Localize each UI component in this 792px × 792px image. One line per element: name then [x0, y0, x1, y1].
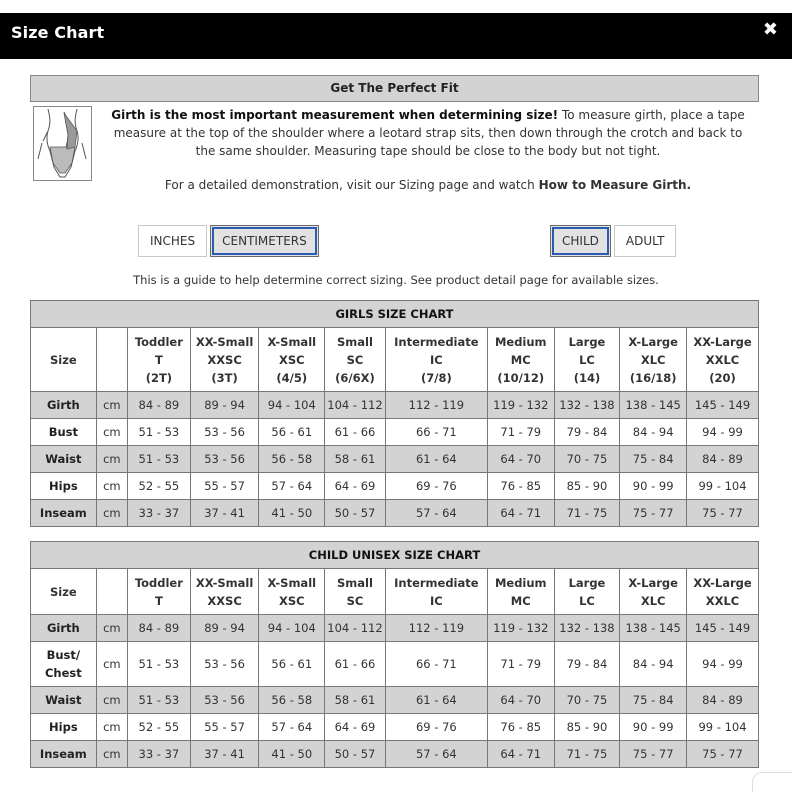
size-column-header	[259, 328, 325, 392]
table-cell: 132 - 138	[554, 392, 620, 419]
close-icon[interactable]: ✖	[762, 19, 778, 40]
fit-bold-lead: Girth is the most important measurement when determining size!	[111, 108, 559, 122]
table-cell: 145 - 149	[687, 615, 759, 642]
table-cell: 56 - 58	[259, 446, 325, 473]
table-cell: 41 - 50	[259, 741, 325, 768]
size-header-line: (7/8)	[420, 370, 452, 385]
table-cell: 58 - 61	[325, 687, 386, 714]
table-cell: 84 - 89	[128, 392, 191, 419]
unit-header	[96, 328, 127, 392]
unit-cell: cm	[96, 687, 127, 714]
size-column-header	[687, 569, 759, 615]
table-cell: 53 - 56	[190, 642, 259, 687]
table-cell: 57 - 64	[259, 714, 325, 741]
table-cell: 89 - 94	[190, 392, 259, 419]
row-label-line: Girth	[46, 398, 80, 412]
row-label-line: Waist	[45, 452, 82, 466]
unit-header	[96, 569, 127, 615]
table-row	[31, 714, 759, 741]
table-cell: 119 - 132	[487, 392, 554, 419]
table-cell: 66 - 71	[385, 642, 487, 687]
size-column-header	[554, 328, 620, 392]
table-cell: 71 - 79	[487, 642, 554, 687]
table-cell: 104 - 112	[325, 615, 386, 642]
table-row	[31, 500, 759, 527]
size-header-line: LC	[579, 593, 595, 608]
size-column-header	[325, 328, 386, 392]
row-label	[31, 714, 97, 741]
fit-body: To measure girth, place a tape measure at the top of the shoulder where a leotard strap sits, then down through the crotch and back to the same shoulder. Measuring tape should be close to the body but not tight.	[113, 108, 745, 158]
table-cell: 104 - 112	[325, 392, 386, 419]
size-header-line: Small	[337, 334, 373, 349]
unit-cell: cm	[96, 615, 127, 642]
girls-size-chart	[30, 300, 759, 527]
table-cell: 50 - 57	[325, 500, 386, 527]
table-cell: 112 - 119	[385, 615, 487, 642]
fit-section	[30, 75, 759, 192]
row-label-line: Chest	[44, 666, 82, 680]
table-row	[31, 473, 759, 500]
row-label	[31, 687, 97, 714]
unit-cell: cm	[96, 446, 127, 473]
modal-title: Size Chart	[11, 23, 105, 42]
table-cell: 112 - 119	[385, 392, 487, 419]
corner-widget	[752, 772, 792, 792]
size-header-line: Toddler	[134, 575, 183, 590]
size-header-line: Large	[568, 575, 606, 590]
size-header-line: XSC	[278, 593, 305, 608]
size-header-line: XXSC	[207, 352, 242, 367]
size-header-line: Large	[568, 334, 606, 349]
row-label	[31, 392, 97, 419]
table-cell: 70 - 75	[554, 446, 620, 473]
size-column-header	[487, 328, 554, 392]
table-row	[31, 642, 759, 687]
table-cell: 69 - 76	[385, 714, 487, 741]
size-column-header	[620, 569, 687, 615]
table-cell: 79 - 84	[554, 642, 620, 687]
table-cell: 99 - 104	[687, 714, 759, 741]
size-header-line: XXLC	[705, 593, 740, 608]
table-cell: 75 - 77	[620, 500, 687, 527]
table-cell: 51 - 53	[128, 419, 191, 446]
table-cell: 71 - 75	[554, 741, 620, 768]
size-header-line: Intermediate	[394, 334, 479, 349]
table-cell: 84 - 94	[620, 419, 687, 446]
table-row	[31, 687, 759, 714]
table-caption: CHILD UNISEX SIZE CHART	[31, 542, 759, 569]
size-header-line: (14)	[573, 370, 601, 385]
size-column-header	[190, 569, 259, 615]
row-label-line: Hips	[49, 720, 78, 734]
size-column-header	[190, 328, 259, 392]
table-caption: GIRLS SIZE CHART	[31, 301, 759, 328]
size-header-line: T	[154, 352, 163, 367]
table-cell: 61 - 66	[325, 419, 386, 446]
row-label-line: Girth	[46, 621, 80, 635]
table-cell: 75 - 77	[687, 741, 759, 768]
size-header-line: XX-Small	[195, 575, 254, 590]
table-cell: 66 - 71	[385, 419, 487, 446]
table-cell: 84 - 89	[128, 615, 191, 642]
adult-button[interactable]: ADULT	[614, 225, 677, 257]
fit-demo-text	[104, 178, 752, 192]
table-cell: 75 - 77	[620, 741, 687, 768]
leotard-figure-image	[33, 106, 92, 181]
size-header-line: MC	[510, 352, 531, 367]
unit-toggle-group	[138, 225, 319, 257]
table-cell: 94 - 104	[259, 392, 325, 419]
size-header-line: Intermediate	[394, 575, 479, 590]
size-header-line: XX-Large	[693, 575, 752, 590]
table-cell: 64 - 69	[325, 714, 386, 741]
table-row	[31, 741, 759, 768]
table-row	[31, 392, 759, 419]
size-column-header	[128, 328, 191, 392]
table-cell: 64 - 69	[325, 473, 386, 500]
size-column-header	[128, 569, 191, 615]
size-header-line: (6/6X)	[335, 370, 375, 385]
top-strip	[0, 0, 792, 13]
table-row	[31, 419, 759, 446]
table-cell: 61 - 64	[385, 446, 487, 473]
row-label-line: Bust	[48, 425, 78, 439]
table-cell: 85 - 90	[554, 714, 620, 741]
table-cell: 94 - 99	[687, 419, 759, 446]
table-cell: 50 - 57	[325, 741, 386, 768]
size-header-line: X-Small	[267, 575, 317, 590]
size-header-line: MC	[510, 593, 531, 608]
table-cell: 61 - 66	[325, 642, 386, 687]
unit-cell: cm	[96, 714, 127, 741]
table-cell: 84 - 89	[687, 687, 759, 714]
audience-toggle-group	[550, 225, 676, 257]
table-cell: 55 - 57	[190, 714, 259, 741]
table-cell: 56 - 61	[259, 642, 325, 687]
table-cell: 145 - 149	[687, 392, 759, 419]
modal-body	[0, 59, 792, 792]
table-cell: 138 - 145	[620, 615, 687, 642]
guide-text: This is a guide to help determine correct sizing. See product detail page for available sizes.	[133, 273, 659, 287]
size-header-line: (20)	[709, 370, 736, 385]
size-column-header	[487, 569, 554, 615]
table-cell: 51 - 53	[128, 687, 191, 714]
unit-cell: cm	[96, 741, 127, 768]
table-cell: 55 - 57	[190, 473, 259, 500]
table-cell: 84 - 89	[687, 446, 759, 473]
table-cell: 57 - 64	[259, 473, 325, 500]
size-header-line: (2T)	[145, 370, 173, 385]
size-header-line: XX-Large	[693, 334, 752, 349]
modal-header	[0, 13, 792, 59]
table-cell: 85 - 90	[554, 473, 620, 500]
table-cell: 79 - 84	[554, 419, 620, 446]
size-column-header	[687, 328, 759, 392]
table-cell: 75 - 84	[620, 446, 687, 473]
table-cell: 51 - 53	[128, 642, 191, 687]
row-label-line: Bust/	[46, 648, 81, 662]
size-header-line: Toddler	[134, 334, 183, 349]
table-cell: 33 - 37	[128, 500, 191, 527]
size-header-line: XXLC	[705, 352, 740, 367]
size-column-header	[325, 569, 386, 615]
row-label	[31, 419, 97, 446]
row-label	[31, 500, 97, 527]
table-cell: 99 - 104	[687, 473, 759, 500]
table-row	[31, 446, 759, 473]
size-header-line: XSC	[278, 352, 305, 367]
row-label	[31, 615, 97, 642]
size-header-line: XX-Small	[195, 334, 254, 349]
table-cell: 64 - 71	[487, 741, 554, 768]
size-header-line: Medium	[494, 334, 547, 349]
size-header-line: LC	[579, 352, 595, 367]
table-row	[31, 615, 759, 642]
size-header-line: Medium	[494, 575, 547, 590]
table-cell: 89 - 94	[190, 615, 259, 642]
table-cell: 53 - 56	[190, 419, 259, 446]
unit-cell: cm	[96, 419, 127, 446]
size-column-header	[385, 569, 487, 615]
table-cell: 71 - 75	[554, 500, 620, 527]
size-header-line: T	[154, 593, 163, 608]
table-cell: 75 - 84	[620, 687, 687, 714]
inches-button[interactable]: INCHES	[138, 225, 207, 257]
table-cell: 132 - 138	[554, 615, 620, 642]
unit-cell: cm	[96, 392, 127, 419]
size-column-header	[620, 328, 687, 392]
table-cell: 52 - 55	[128, 473, 191, 500]
table-cell: 58 - 61	[325, 446, 386, 473]
child-button[interactable]: CHILD	[550, 225, 611, 257]
table-cell: 52 - 55	[128, 714, 191, 741]
row-label-line: Waist	[45, 693, 82, 707]
child-unisex-size-chart	[30, 541, 759, 768]
table-cell: 70 - 75	[554, 687, 620, 714]
size-header-line: X-Large	[628, 575, 678, 590]
table-cell: 41 - 50	[259, 500, 325, 527]
table-cell: 64 - 71	[487, 500, 554, 527]
size-header: Size	[31, 328, 97, 392]
size-header-line: (3T)	[211, 370, 238, 385]
table-cell: 33 - 37	[128, 741, 191, 768]
size-header-line: XXSC	[207, 593, 242, 608]
table-cell: 56 - 61	[259, 419, 325, 446]
table-cell: 90 - 99	[620, 714, 687, 741]
size-header-line: SC	[346, 593, 364, 608]
row-label-line: Inseam	[39, 506, 87, 520]
size-header-line: X-Small	[267, 334, 317, 349]
table-cell: 119 - 132	[487, 615, 554, 642]
table-cell: 94 - 99	[687, 642, 759, 687]
table-cell: 84 - 94	[620, 642, 687, 687]
table-cell: 56 - 58	[259, 687, 325, 714]
table-cell: 57 - 64	[385, 500, 487, 527]
table-cell: 64 - 70	[487, 446, 554, 473]
table-cell: 51 - 53	[128, 446, 191, 473]
table-cell: 90 - 99	[620, 473, 687, 500]
size-header-line: (4/5)	[276, 370, 308, 385]
size-header-line: IC	[429, 593, 443, 608]
size-column-header	[385, 328, 487, 392]
size-header-line: SC	[346, 352, 364, 367]
row-label	[31, 446, 97, 473]
table-cell: 61 - 64	[385, 687, 487, 714]
size-header-line: Small	[337, 575, 373, 590]
size-header-line: XLC	[640, 352, 666, 367]
centimeters-button[interactable]: CENTIMETERS	[210, 225, 319, 257]
size-column-header	[554, 569, 620, 615]
size-header-line: (10/12)	[497, 370, 545, 385]
row-label	[31, 741, 97, 768]
table-cell: 76 - 85	[487, 473, 554, 500]
table-cell: 53 - 56	[190, 687, 259, 714]
size-header-line: X-Large	[628, 334, 678, 349]
table-cell: 94 - 104	[259, 615, 325, 642]
unit-cell: cm	[96, 500, 127, 527]
row-label	[31, 473, 97, 500]
table-cell: 71 - 79	[487, 419, 554, 446]
table-cell: 76 - 85	[487, 714, 554, 741]
table-cell: 53 - 56	[190, 446, 259, 473]
table-cell: 138 - 145	[620, 392, 687, 419]
size-header: Size	[31, 569, 97, 615]
fit-heading: Get The Perfect Fit	[30, 75, 759, 102]
row-label-line: Inseam	[39, 747, 87, 761]
unit-cell: cm	[96, 642, 127, 687]
size-header-line: IC	[429, 352, 443, 367]
size-header-line: XLC	[640, 593, 666, 608]
table-cell: 37 - 41	[190, 741, 259, 768]
size-column-header	[259, 569, 325, 615]
how-to-measure-link[interactable]: How to Measure Girth.	[538, 178, 692, 192]
table-cell: 64 - 70	[487, 687, 554, 714]
unit-cell: cm	[96, 473, 127, 500]
size-header-line: (16/18)	[629, 370, 677, 385]
table-cell: 75 - 77	[687, 500, 759, 527]
row-label-line: Hips	[49, 479, 78, 493]
table-cell: 57 - 64	[385, 741, 487, 768]
table-cell: 37 - 41	[190, 500, 259, 527]
demo-prefix: For a detailed demonstration, visit our Sizing page and watch	[164, 178, 539, 192]
table-cell: 69 - 76	[385, 473, 487, 500]
row-label	[31, 642, 97, 687]
fit-description	[104, 106, 752, 160]
